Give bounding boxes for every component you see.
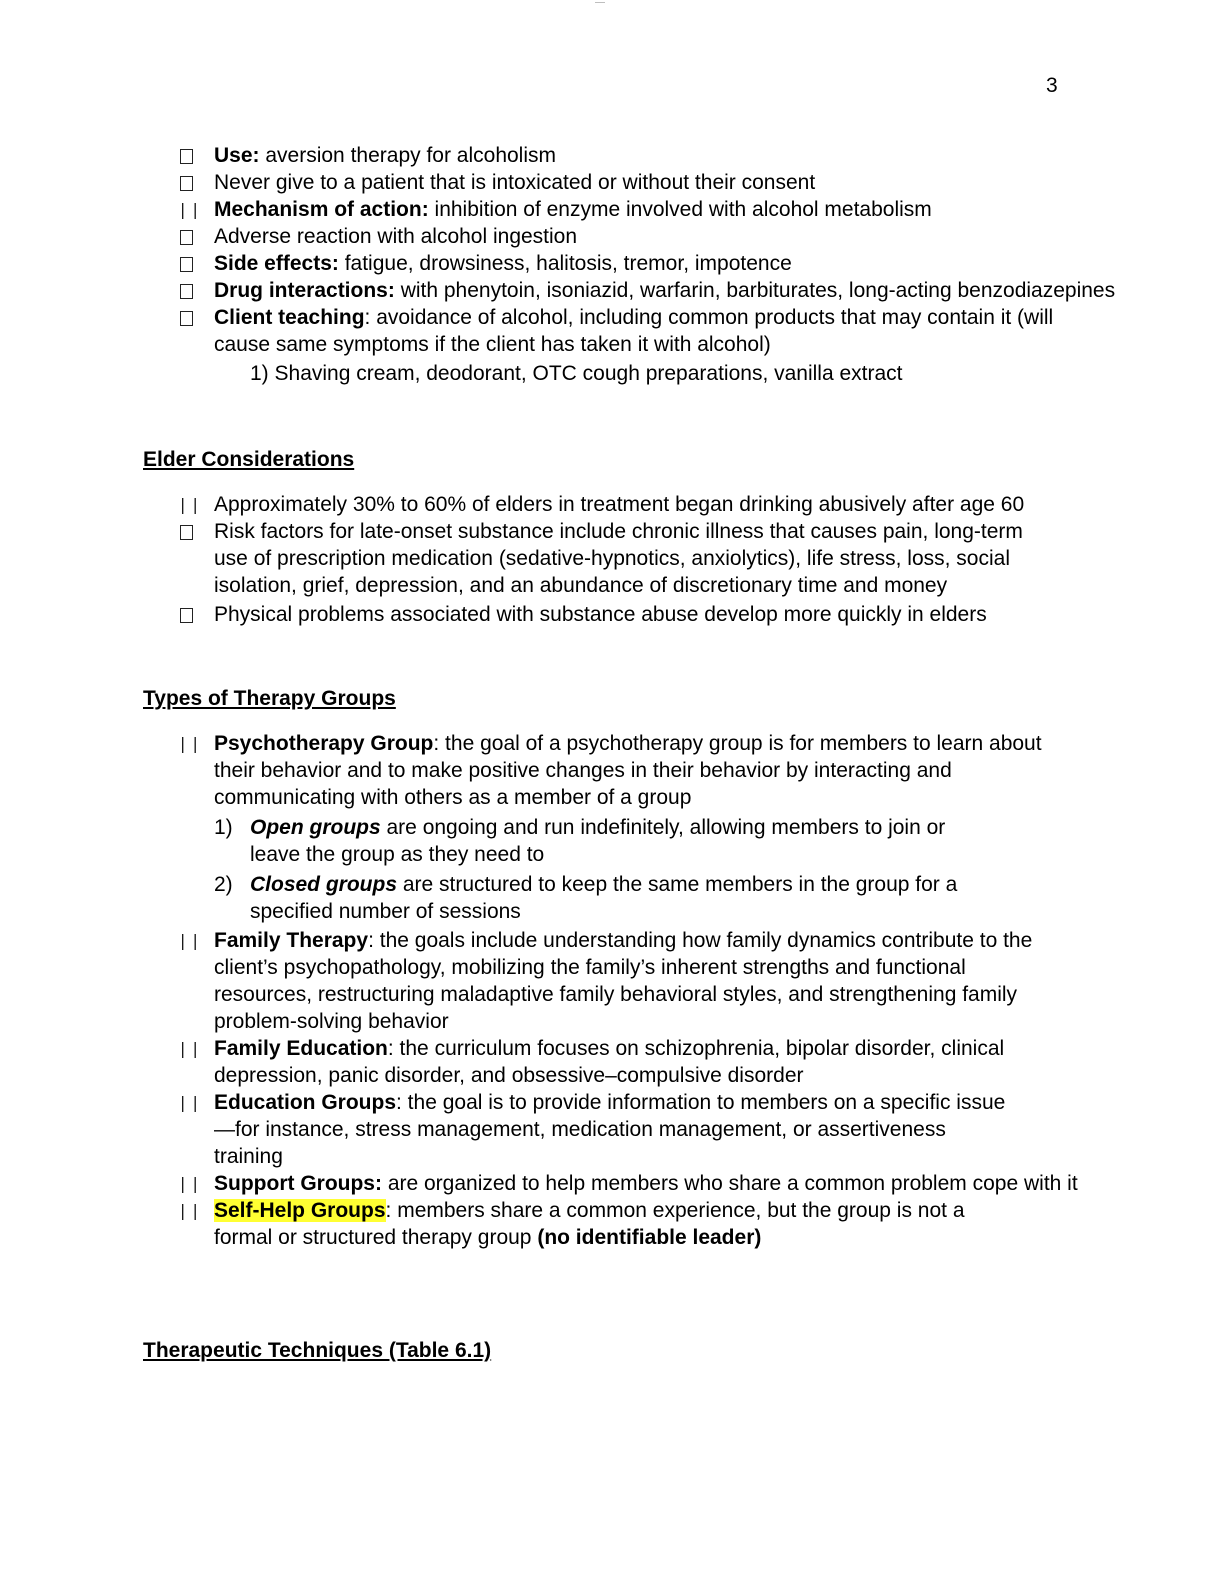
list-item: | | Education Groups: the goal is to provide information to members on a specific issue—for instance, stress management, medication management, or assertiveness training xyxy=(178,1089,1014,1170)
list-item: Side effects: fatigue, drowsiness, halitosis, tremor, impotence xyxy=(178,250,1138,277)
bar-bullet-icon xyxy=(180,1170,204,1198)
bar-bullet-icon xyxy=(180,491,204,519)
bar-bullet-icon xyxy=(180,1089,204,1117)
list-item: | | Family Education: the curriculum focuses on schizophrenia, bipolar disorder, clinical depression, panic disorder, and obsessive–compulsive disorder xyxy=(178,1035,1064,1089)
list-item: | | Psychotherapy Group: the goal of a psychotherapy group is for members to learn about their behavior and to make positive changes in their behavior by interacting and communicating with others as a member of a group xyxy=(178,730,1054,811)
list-item: Use: aversion therapy for alcoholism xyxy=(178,142,1138,169)
checkbox-bullet-icon xyxy=(180,601,204,632)
list-item: | | Approximately 30% to 60% of elders in treatment began drinking abusively after age 60 xyxy=(178,491,1048,518)
section-heading-techniques: Therapeutic Techniques (Table 6.1) xyxy=(143,1339,492,1362)
elder-list xyxy=(178,491,1048,628)
therapy-groups-list xyxy=(178,730,1078,1251)
list-sub-item: 1) Shaving cream, deodorant, OTC cough preparations, vanilla extract xyxy=(250,362,903,385)
bar-bullet-icon xyxy=(180,730,204,758)
list-sub-item: 2) Closed groups are structured to keep the same members in the group for a specified number of sessions xyxy=(214,873,958,923)
highlighted-term: Self-Help Groups xyxy=(214,1199,386,1222)
bar-bullet-icon xyxy=(180,196,204,224)
list-item: Risk factors for late-onset substance include chronic illness that causes pain, long-term use of prescription medication (sedative-hypnotics, anxiolytics), life stress, loss, social isolation, grief, depression, and an abundance of discretionary time and money xyxy=(178,518,1048,599)
drug-info-list xyxy=(178,142,1138,387)
section-heading-therapy-groups: Types of Therapy Groups xyxy=(143,687,396,710)
list-item: | | Family Therapy: the goals include understanding how family dynamics contribute to the client’s psychopathology, mobilizing the family’s inherent strengths and functional resources, restructuring maladaptive family behavioral styles, and strengthening family problem-solving behavior xyxy=(178,927,1064,1035)
list-item: | | Self-Help Groups: members share a common experience, but the group is not a formal or structured therapy group (no identifiable leader) xyxy=(178,1197,1014,1251)
list-item: Physical problems associated with substance abuse develop more quickly in elders xyxy=(178,601,1048,628)
list-item: Never give to a patient that is intoxicated or without their consent xyxy=(178,169,1138,196)
checkbox-bullet-icon xyxy=(180,304,204,335)
list-sub-item: 1) Open groups are ongoing and run indefinitely, allowing members to join or leave the group as they need to xyxy=(214,816,946,866)
bar-bullet-icon xyxy=(180,927,204,955)
list-item: | | Mechanism of action: inhibition of enzyme involved with alcohol metabolism xyxy=(178,196,1138,223)
list-item: Adverse reaction with alcohol ingestion xyxy=(178,223,1138,250)
bar-bullet-icon xyxy=(180,1035,204,1063)
list-item: | | Support Groups: are organized to help members who share a common problem cope with it xyxy=(178,1170,1078,1197)
page-number: 3 xyxy=(1046,74,1058,97)
checkbox-bullet-icon xyxy=(180,518,204,549)
bar-bullet-icon xyxy=(180,1197,204,1225)
section-heading-elder: Elder Considerations xyxy=(143,448,355,471)
list-item: Client teaching: avoidance of alcohol, including common products that may contain it (will cause same symptoms if the client has taken it with alcohol) xyxy=(178,304,1064,358)
page-top-mark: ----- xyxy=(595,0,605,6)
list-item: Drug interactions: with phenytoin, isoniazid, warfarin, barbiturates, long-acting benzodiazepines xyxy=(178,277,1138,304)
